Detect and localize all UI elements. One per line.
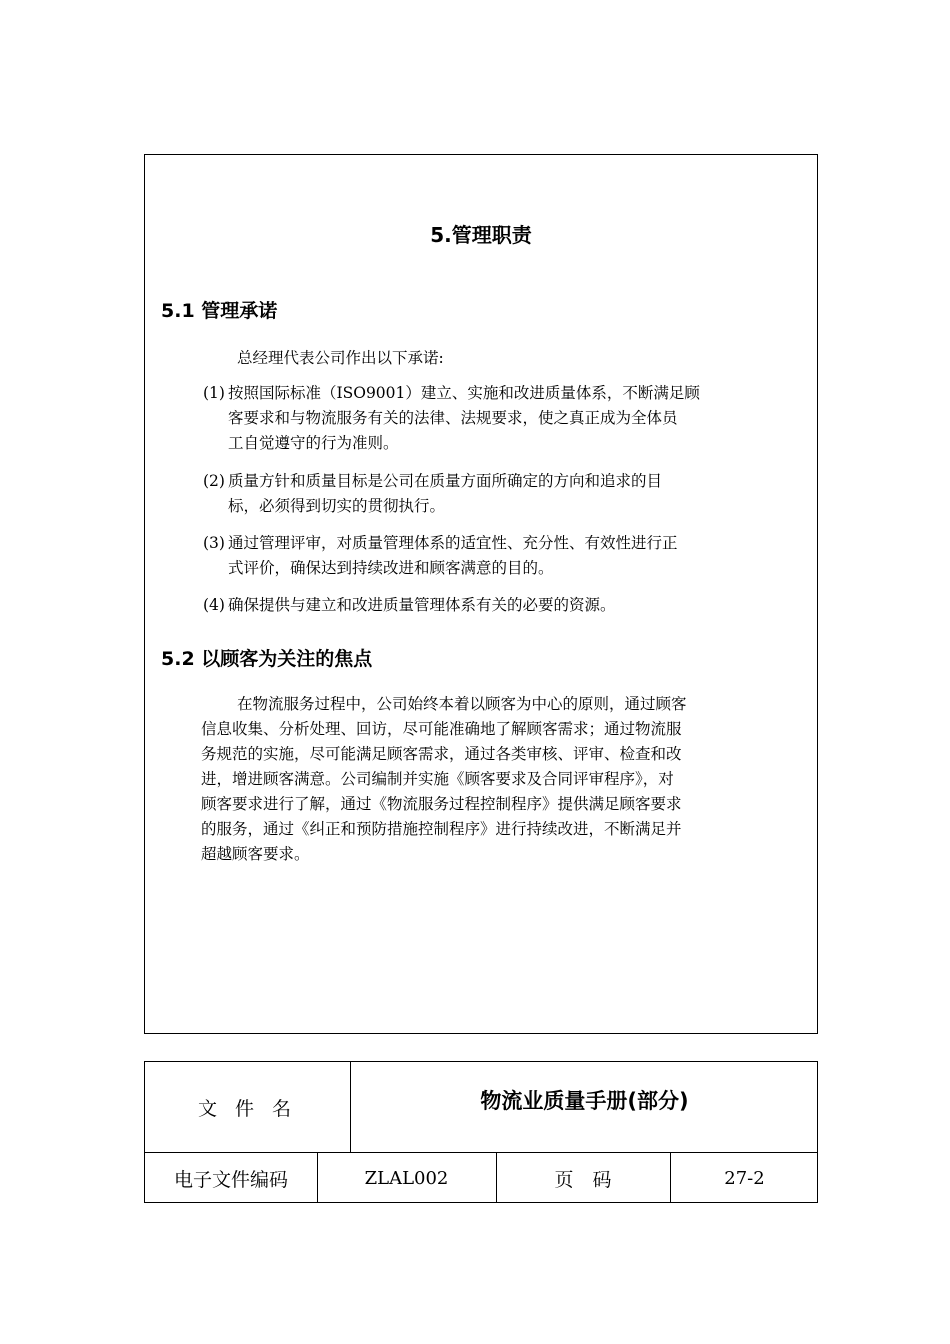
commitment-item-4 — [203, 593, 793, 618]
section-title: 5.管理职责 — [430, 223, 532, 247]
paragraph-line: 务规范的实施，尽可能满足顾客需求，通过各类审核、评审、检查和改 — [201, 745, 682, 763]
file-name-value: 物流业质量手册(部分) — [480, 1089, 689, 1113]
commitment-item-3 — [203, 531, 793, 581]
document-info-table — [144, 1061, 818, 1203]
file-name-label: 文 件 名 — [197, 1097, 298, 1120]
paragraph-line: 超越顾客要求。 — [201, 845, 310, 863]
item-line: 工自觉遵守的行为准则。 — [228, 434, 399, 452]
paragraph-line: 进，增进顾客满意。公司编制并实施《顾客要求及合同评审程序》，对 — [201, 770, 674, 788]
customer-focus-paragraph — [201, 692, 795, 867]
page-label: 页 码 — [554, 1168, 612, 1191]
paragraph-line: 的服务，通过《纠正和预防措施控制程序》进行持续改进，不断满足并 — [201, 820, 682, 838]
commitment-intro: 总经理代表公司作出以下承诺: — [237, 349, 444, 367]
item-line: 质量方针和质量目标是公司在质量方面所确定的方向和追求的目 — [228, 472, 663, 490]
item-line: 客要求和与物流服务有关的法律、法规要求，使之真正成为全体员 — [228, 409, 678, 427]
code-value: ZLAL002 — [364, 1167, 449, 1189]
item-number: (4) — [203, 596, 225, 614]
code-label: 电子文件编码 — [173, 1168, 288, 1191]
paragraph-line: 在物流服务过程中，公司始终本着以顾客为中心的原则，通过顾客 — [237, 695, 687, 713]
heading-5-2: 5.2 以顾客为关注的焦点 — [161, 648, 373, 670]
commitment-item-1 — [203, 381, 793, 456]
item-line: 标，必须得到切实的贯彻执行。 — [228, 497, 446, 515]
item-line: 按照国际标准（ISO9001）建立、实施和改进质量体系，不断满足顾 — [228, 384, 700, 402]
item-number: (3) — [203, 534, 225, 552]
paragraph-line: 信息收集、分析处理、回访，尽可能准确地了解顾客需求；通过物流服 — [201, 720, 682, 738]
item-line: 通过管理评审，对质量管理体系的适宜性、充分性、有效性进行正 — [228, 534, 678, 552]
item-line: 确保提供与建立和改进质量管理体系有关的必要的资源。 — [228, 596, 616, 614]
heading-5-1: 5.1 管理承诺 — [161, 300, 278, 322]
commitment-item-2 — [203, 469, 793, 519]
item-number: (2) — [203, 472, 225, 490]
item-line: 式评价，确保达到持续改进和顾客满意的目的。 — [228, 559, 554, 577]
content-frame — [144, 154, 818, 1034]
item-number: (1) — [203, 384, 225, 402]
paragraph-line: 顾客要求进行了解，通过《物流服务过程控制程序》提供满足顾客要求 — [201, 795, 682, 813]
page-value: 27-2 — [724, 1167, 765, 1189]
